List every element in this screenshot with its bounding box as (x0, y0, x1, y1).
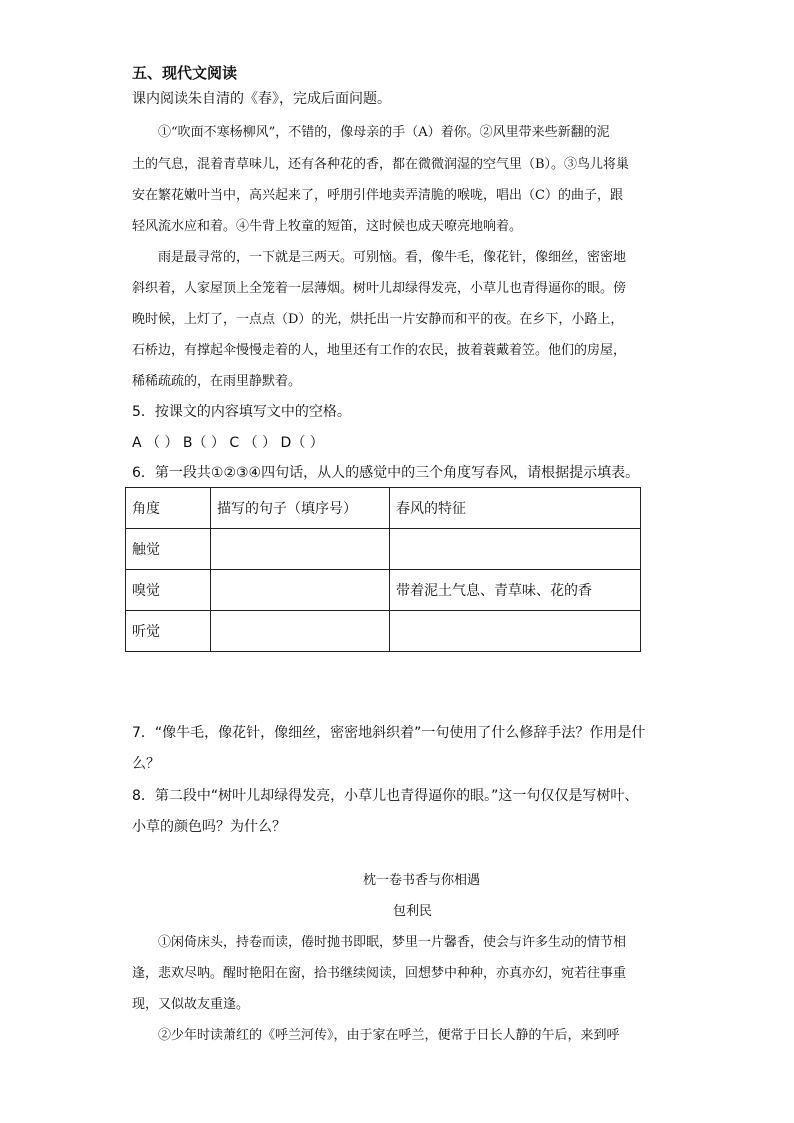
passage2-author: 包利民 (393, 904, 433, 919)
question-5-blanks: A （ ） B（ ） C （ ） D（ ） (132, 435, 324, 451)
table-row (126, 611, 641, 652)
question-7-cont: 么？ (132, 756, 160, 772)
passage1-line: 土的气息，混着青草味儿，还有各种花的香，都在微微润湿的空气里（B）。③鸟儿将巢 (132, 157, 630, 172)
answer-cell[interactable] (211, 570, 390, 611)
table-cell: 带着泥土气息、青草味、花的香 (390, 570, 641, 611)
passage2-line: 逢，悲欢尽呐。醒时艳阳在窗，拾书继续阅读，回想梦中种种，亦真亦幻，宛若往事重 (132, 966, 627, 981)
passage1-line: 晚时候，上灯了，一点点（D）的光，烘托出一片安静而和平的夜。在乡下，小路上， (132, 312, 624, 327)
passage1-line: ①“吹面不寒杨柳风”，不错的，像母亲的手（A）着你。②风里带来些新翻的泥 (158, 125, 610, 140)
passage1-line: 雨是最寻常的，一下就是三两天。可别恼。看，像牛毛，像花针，像细丝，密密地 (158, 250, 627, 265)
passage1-line: 稀稀疏疏的，在雨里静默着。 (132, 374, 302, 389)
answer-cell[interactable] (390, 611, 641, 652)
table-header: 春风的特征 (390, 488, 641, 529)
instruction-text: 课内阅读朱自清的《春》，完成后面问题。 (132, 91, 391, 107)
passage1-line: 轻风流水应和着。④牛背上牧童的短笛，这时候也成天嘹亮地响着。 (132, 219, 523, 234)
section-heading: 五、现代文阅读 (132, 64, 238, 82)
question-6: 6．第一段共①②③④四句话，从人的感觉中的三个角度写春风，请根据提示填表。 (132, 465, 640, 481)
passage2-line: ②少年时读萧红的《呼兰河传》，由于家在呼兰，便常于日长人静的午后，来到呼 (158, 1028, 620, 1043)
table-header: 描写的句子（填序号） (211, 488, 390, 529)
question-8: 8．第二段中“树叶儿却绿得发亮，小草儿也青得逼你的眼。”这一句仅仅是写树叶、 (132, 788, 639, 804)
passage1-line: 石桥边，有撑起伞慢慢走着的人，地里还有工作的农民，披着蓑戴着笠。他们的房屋， (132, 343, 627, 358)
question-5: 5．按课文的内容填写文中的空格。 (132, 404, 351, 420)
passage2-title: 枕一卷书香与你相遇 (363, 873, 481, 888)
answer-cell[interactable] (211, 529, 390, 570)
answer-cell[interactable] (390, 529, 641, 570)
passage1-line: 安在繁花嫩叶当中，高兴起来了，呼朋引伴地卖弄清脆的喉咙，唱出（C）的曲子，跟 (132, 188, 623, 203)
table-cell: 触觉 (126, 529, 211, 570)
question-7: 7．“像牛毛，像花针，像细丝，密密地斜织着”一句使用了什么修辞手法？作用是什 (132, 725, 646, 741)
table-cell: 嗅觉 (126, 570, 211, 611)
answer-cell[interactable] (211, 611, 390, 652)
passage1-line: 斜织着，人家屋顶上全笼着一层薄烟。树叶儿却绿得发亮，小草儿也青得逼你的眼。傍 (132, 281, 627, 296)
table-row (126, 529, 641, 570)
table-header: 角度 (126, 488, 211, 529)
passage2-line: ①闲倚床头，持卷而读，倦时抛书即眠，梦里一片馨香，使会与许多生动的情节相 (158, 935, 627, 950)
table-row (126, 570, 641, 611)
table-cell: 听觉 (126, 611, 211, 652)
question-8-cont: 小草的颜色吗？为什么？ (132, 819, 286, 835)
table-header-row (126, 488, 641, 529)
answer-table (125, 487, 641, 652)
passage2-line: 现，又似故友重逢。 (132, 997, 250, 1012)
